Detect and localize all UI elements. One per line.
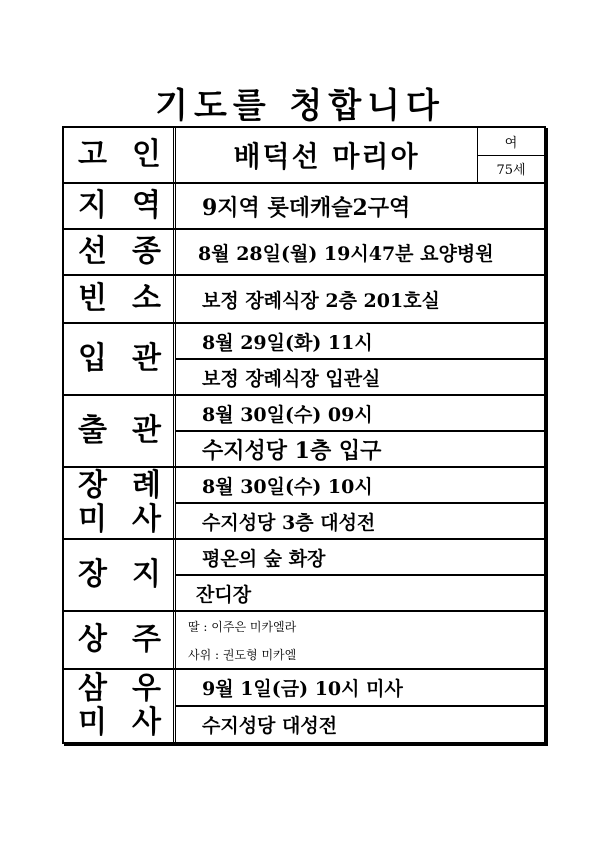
chief-mourner-son-in-law: 사위 : 권도형 미카엘 [188, 647, 297, 662]
label-encoffin: 입 관 [64, 324, 176, 394]
obituary-table [62, 126, 546, 744]
encoffin-place: 보정 장례식장 입관실 [176, 358, 544, 394]
row-deceased [64, 128, 544, 184]
label-burial: 장 지 [64, 540, 176, 610]
mortuary-value: 보정 장례식장 2층 201호실 [202, 289, 440, 312]
funeral-mass-date: 8월 30일(수) 10시 [202, 475, 373, 498]
encoffin-date: 8월 29일(화) 11시 [202, 331, 373, 354]
label-death: 선 종 [64, 230, 176, 274]
third-day-mass-date: 9월 1일(금) 10시 미사 [202, 678, 403, 700]
deceased-info [477, 128, 544, 182]
third-day-mass-place: 수지성당 대성전 [176, 705, 544, 742]
row-departure [64, 396, 544, 468]
burial-method: 평온의 숲 화장 [202, 547, 326, 570]
region-value: 9지역 롯데캐슬2구역 [202, 194, 411, 221]
row-mortuary [64, 276, 544, 324]
chief-mourner-daughter: 딸 : 이주은 미카엘라 [188, 619, 297, 634]
label-funeral-mass: 장 례 미 사 [64, 468, 176, 538]
label-region: 지 역 [64, 184, 176, 228]
burial-type: 잔디장 [176, 574, 544, 610]
label-departure: 출 관 [64, 396, 176, 466]
row-burial [64, 540, 544, 612]
deceased-sex: 여 [504, 135, 518, 151]
row-funeral-mass [64, 468, 544, 540]
row-third-day-mass [64, 670, 544, 742]
deceased-age: 75세 [478, 155, 544, 183]
label-deceased: 고 인 [64, 128, 176, 182]
death-value: 8월 28일(월) 19시47분 요양병원 [198, 242, 494, 265]
row-region [64, 184, 544, 230]
deceased-name: 배덕선 마리아 [233, 140, 420, 173]
label-chief-mourner: 상 주 [64, 612, 176, 668]
row-encoffin [64, 324, 544, 396]
departure-place: 수지성당 1층 입구 [176, 430, 544, 466]
row-death [64, 230, 544, 276]
label-mortuary: 빈 소 [64, 276, 176, 322]
departure-date: 8월 30일(수) 09시 [202, 403, 373, 426]
label-third-day-mass: 삼 우 미 사 [64, 670, 176, 742]
page-title: 기도를 청합니다 [155, 86, 445, 126]
funeral-mass-place: 수지성당 3층 대성전 [176, 502, 544, 538]
row-chief-mourner [64, 612, 544, 670]
